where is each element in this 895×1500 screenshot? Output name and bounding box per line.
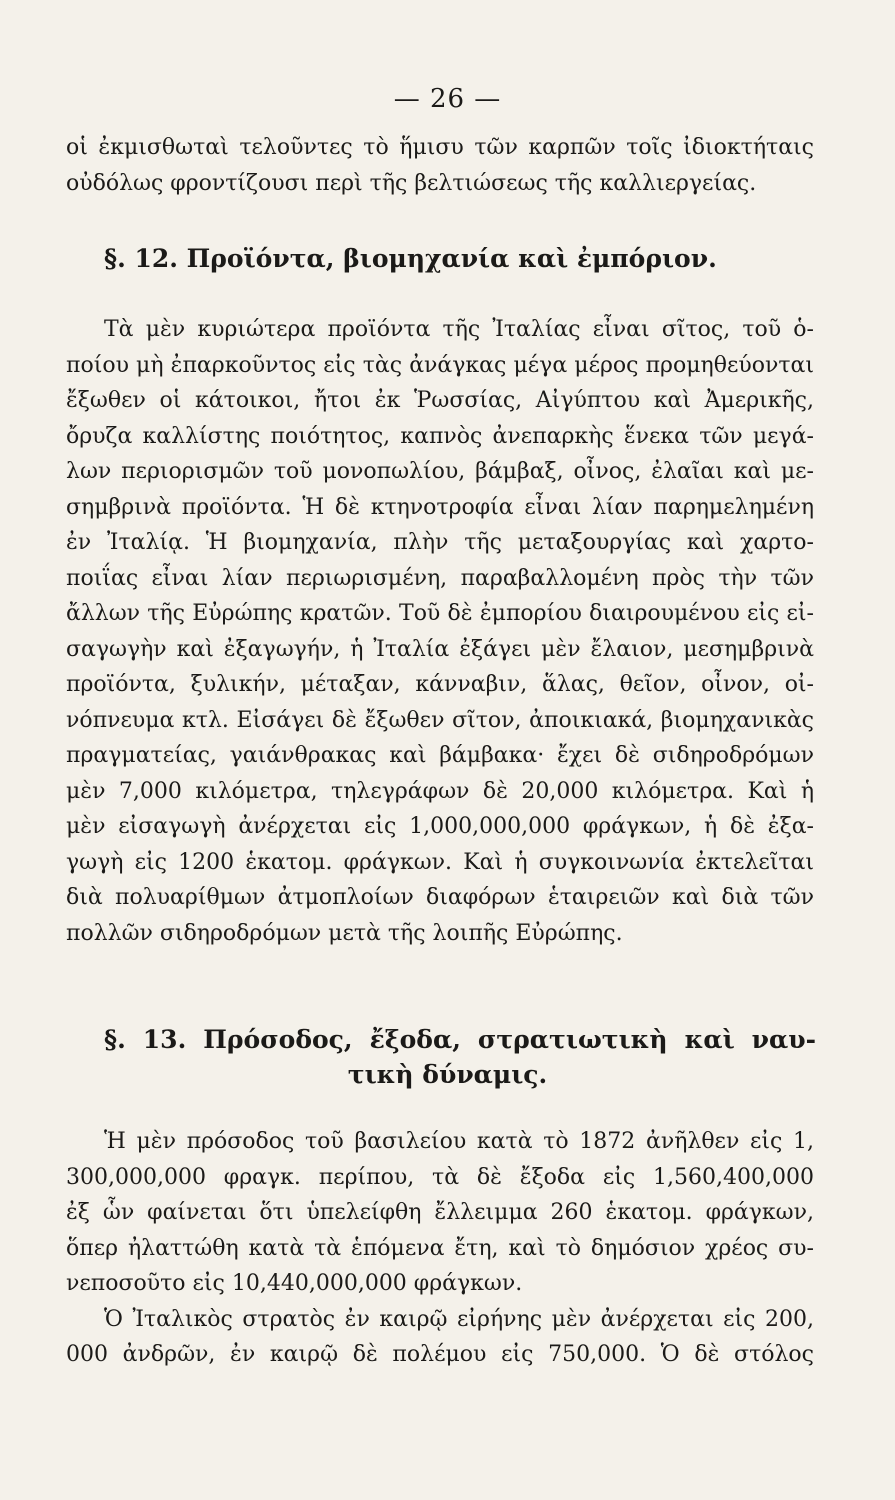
text-line: ποίου μὴ ἐπαρκοῦντος εἰς τὰς ἀνάγκας μέγα μέρος προμηθεύονται — [66, 352, 814, 378]
text-line: ἔξωθεν οἱ κάτοικοι, ἤτοι ἐκ Ῥωσσίας, Αἰγύπτου καὶ Ἀμερικῆς, — [66, 388, 814, 413]
text-line: 300,000,000 φραγκ. περίπου, τὰ δὲ ἔξοδα εἰς 1,560,400,000 — [66, 1164, 814, 1190]
text-line: μὲν 7,000 κιλόμετρα, τηλεγράφων δὲ 20,000 κιλόμετρα. Καὶ ἡ — [66, 778, 814, 804]
text-line: ὅπερ ἠλαττώθη κατὰ τὰ ἑπόμενα ἔτη, καὶ τὸ δημόσιον χρέος συ- — [66, 1235, 814, 1261]
text-line: ἄλλων τῆς Εὐρώπης κρατῶν. Τοῦ δὲ ἐμπορίου διαιρουμένου εἰς εἰ- — [66, 601, 814, 626]
text-line: οὐδόλως φροντίζουσι περὶ τῆς βελτιώσεως τῆς καλλιεργείας. — [66, 170, 757, 196]
text-line: μὲν εἰσαγωγὴ ἀνέρχεται εἰς 1,000,000,000 φράγκων, ἡ δὲ ἐξα- — [66, 814, 814, 839]
text-line: προϊόντα, ξυλικήν, μέταξαν, κάνναβιν, ἅλας, θεῖον, οἶνον, οἰ- — [66, 672, 814, 697]
text-line: ἐν Ἰταλίᾳ. Ἡ βιομηχανία, πλὴν τῆς μεταξουργίας καὶ χαρτο- — [66, 530, 814, 555]
text-line: νεποσοῦτο εἰς 10,440,000,000 φράγκων. — [66, 1271, 523, 1296]
text-line: Ἡ μὲν πρόσοδος τοῦ βασιλείου κατὰ τὸ 1872 ἀνῆλθεν εἰς 1, — [104, 1129, 814, 1154]
text-line: σημβρινὰ προϊόντα. Ἡ δὲ κτηνοτροφία εἶναι λίαν παρημελημένη — [66, 494, 814, 520]
text-line: σαγωγὴν καὶ ἐξαγωγήν, ἡ Ἰταλία ἐξάγει μὲν ἔλαιον, μεσημβρινὰ — [66, 636, 814, 662]
text-line: πραγματείας, γαιάνθρακας καὶ βάμβακα· ἔχει δὲ σιδηροδρόμων — [66, 743, 814, 768]
text-line: οἱ ἐκμισθωταὶ τελοῦντες τὸ ἥμισυ τῶν καρπῶν τοῖς ἰδιοκτήταις — [66, 135, 814, 160]
text-line: Τὰ μὲν κυριώτερα προϊόντα τῆς Ἰταλίας εἶναι σῖτος, τοῦ ὁ- — [104, 317, 814, 342]
section-13-paragraph — [66, 1124, 814, 1373]
text-line: νόπνευμα κτλ. Εἰσάγει δὲ ἔξωθεν σῖτον, ἀποικιακά, βιομηχανικὰς — [66, 707, 814, 733]
text-line: γωγὴ εἰς 1200 ἑκατομ. φράγκων. Καὶ ἡ συγκοινωνία ἐκτελεῖται — [66, 849, 814, 875]
section-12-paragraph — [66, 312, 814, 951]
section-13-heading: §. 13. Πρόσοδος, ἔξοδα, στρατιωτικὴ καὶ ναυ- — [104, 1025, 816, 1054]
text-line: ποιΐας εἶναι λίαν περιωρισμένη, παραβαλλομένη πρὸς τὴν τῶν — [66, 565, 814, 591]
section-12-heading: §. 12. Προϊόντα, βιομηχανία καὶ ἐμπόριον. — [104, 244, 717, 273]
text-line: ὄρυζα καλλίστης ποιότητος, καπνὸς ἀνεπαρκὴς ἕνεκα τῶν μεγά- — [66, 423, 814, 449]
text-line: λων περιορισμῶν τοῦ μονοπωλίου, βάμβαξ, οἶνος, ἐλαῖαι καὶ με- — [66, 459, 814, 484]
page-number: — 26 — — [393, 84, 502, 114]
text-line: ἐξ ὧν φαίνεται ὅτι ὑπελείφθη ἔλλειμμα 260 ἑκατομ. φράγκων, — [66, 1200, 814, 1225]
text-line: διὰ πολυαρίθμων ἀτμοπλοίων διαφόρων ἑταιρειῶν καὶ διὰ τῶν — [66, 885, 814, 910]
intro-paragraph — [66, 130, 814, 201]
section-13-heading-continued: τικὴ δύναμις. — [347, 1060, 548, 1089]
text-line: πολλῶν σιδηροδρόμων μετὰ τῆς λοιπῆς Εὐρώπης. — [66, 920, 623, 946]
text-line: Ὁ Ἰταλικὸς στρατὸς ἐν καιρῷ εἰρήνης μὲν ἀνέρχεται εἰς 200, — [104, 1306, 814, 1332]
text-line: 000 ἀνδρῶν, ἐν καιρῷ δὲ πολέμου εἰς 750,000. Ὁ δὲ στόλος — [66, 1342, 814, 1367]
